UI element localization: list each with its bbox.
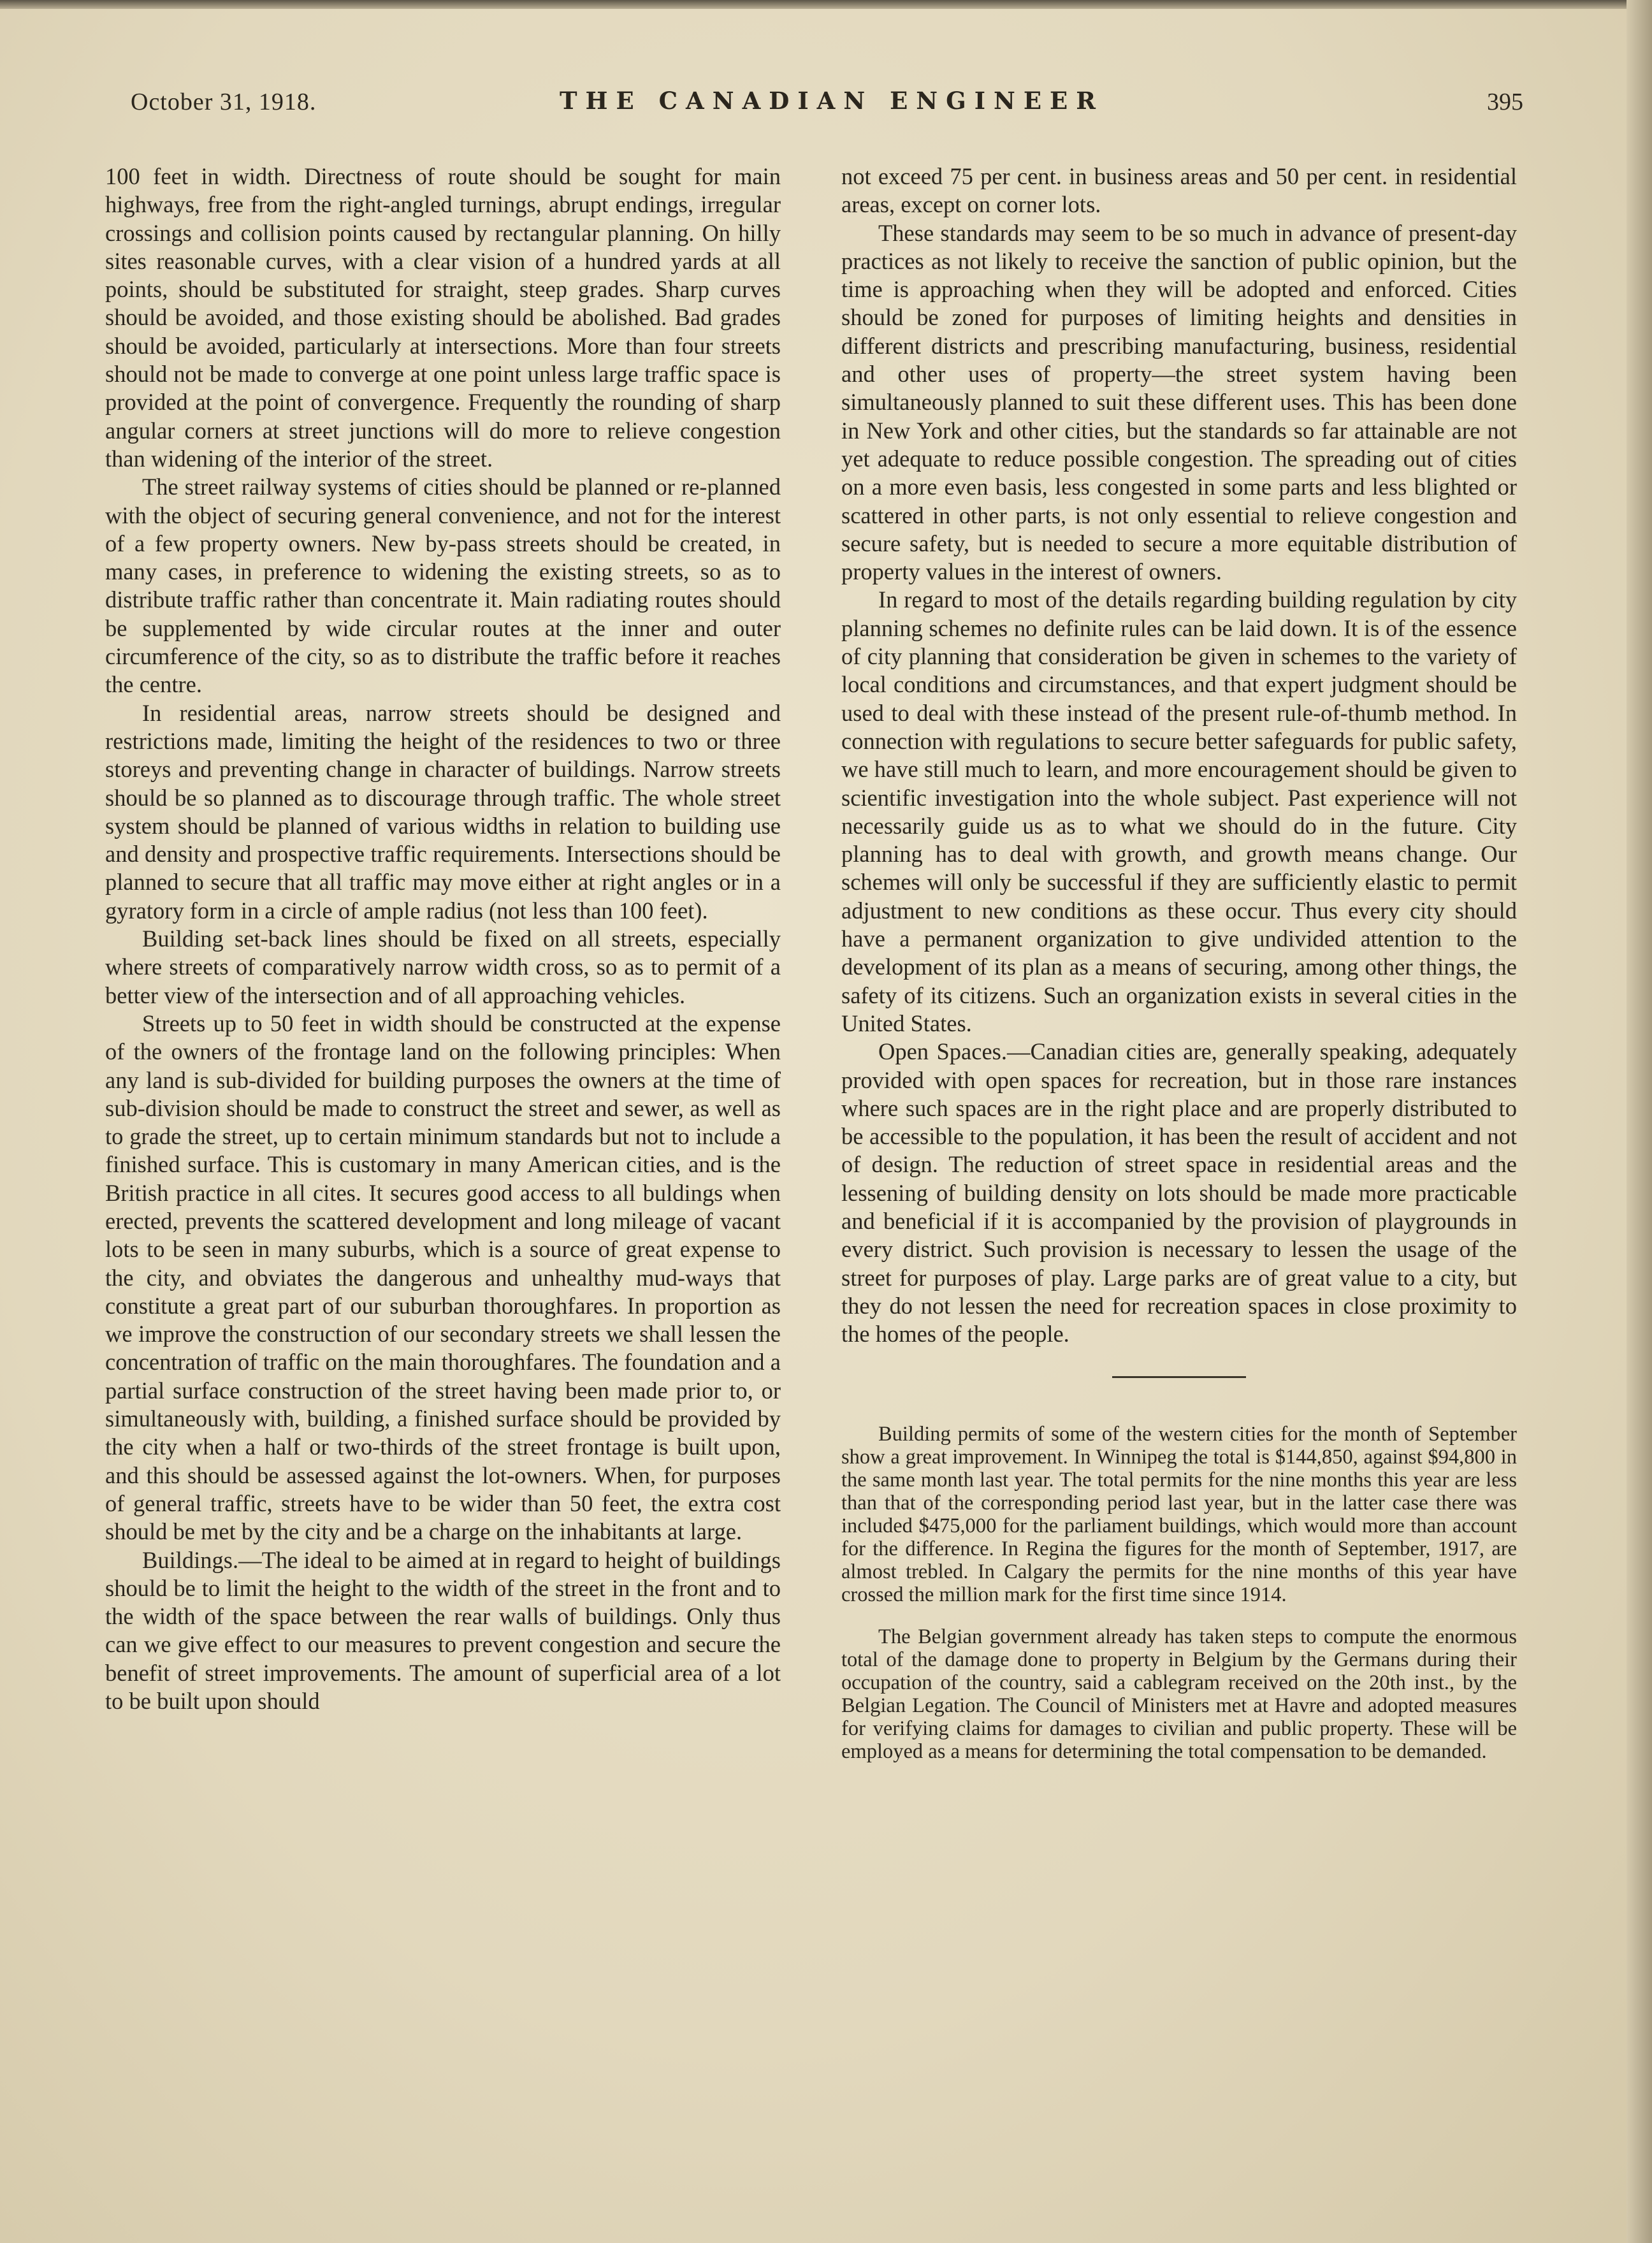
paragraph-street-railway: The street railway systems of cities should be planned or re-planned with the object of securing general convenience, and not for the interest of a few property owners. New by-pass streets should be created, in many cases, in preference to widening the existing streets, so as to distribute traffic rather than concentrate it. Main radiating routes should be supplemented by wide circular routes at the inner and outer circumference of the city, so as to distribute the traffic before it reaches the centre.	[105, 474, 781, 698]
right-column	[841, 163, 1517, 1763]
paragraph-routes: 100 feet in width. Directness of route should be sought for main highways, free from the right-angled turnings, abrupt endings, irregular crossings and collision points caused by rectangular planning. On hilly sites reasonable curves, with a clear vision of a hundred yards at all points, should be substituted for straight, steep grades. Sharp curves should be avoided, and those existing should be abolished. Bad grades should be avoided, particularly at intersections. More than four streets should not be made to converge at one point unless large traffic space is provided at the point of convergence. Frequently the rounding of sharp angular corners at street junctions will do more to relieve congestion than widening of the interior of the street.	[105, 163, 781, 472]
journal-title: THE CANADIAN ENGINEER	[560, 87, 1104, 115]
issue-date: October 31, 1918.	[131, 89, 317, 115]
paragraph-lot-coverage: not exceed 75 per cent. in business areas and 50 per cent. in residential areas, except on corner lots.	[841, 163, 1517, 218]
paragraph-street-construction: Streets up to 50 feet in width should be constructed at the expense of the owners of the frontage land on the following principles: When any land is sub-divided for building purposes the owners at the time of sub-division should be made to construct the street and sewer, as well as to grade the street, up to certain minimum standards but not to include a finished surface. This is customary in many American cities, and is the British practice in all cites. It secures good access to all buldings when erected, prevents the scattered development and long mileage of vacant lots to be seen in many suburbs, which is a source of great expense to the city, and obviates the dangerous and unhealthy mud-ways that constitute a great part of our suburban thoroughfares. In proportion as we improve the construction of our secondary streets we shall lessen the concentration of traffic on the main thoroughfares. The foundation and a partial surface construction of the street having been made prior to, or simultaneously with, building, a finished surface should be provided by the city when a half or two-thirds of the street frontage is built upon, and this should be assessed against the lot-owners. When, for purposes of general traffic, streets have to be wider than 50 feet, the extra cost should be met by the city and be a charge on the inhabitants at large.	[105, 1010, 781, 1545]
paragraph-buildings: Buildings.—The ideal to be aimed at in regard to height of buildings should be to limit the height to the width of the street in the front and to the width of the space between the rear walls of buildings. Only thus can we give effect to our measures to prevent congestion and secure the benefit of street improvements. The amount of superficial area of a lot to be built upon should	[105, 1546, 781, 1715]
paragraph-set-back-lines: Building set-back lines should be fixed on all streets, especially where streets of comparatively narrow width cross, so as to permit of a better view of the intersection and of all approaching vehicles.	[105, 926, 781, 1008]
page-number: 395	[1487, 89, 1523, 115]
news-item-building-permits: Building permits of some of the western cities for the month of September show a great improvement. In Winnipeg the total is $144,850, against $94,800 in the same month last year. The total permits for the nine months this year are less than that of the corresponding period last year, but in the latter case there was included $475,000 for the parliament buildings, which would more than account for the difference. In Regina the figures for the month of September, 1917, are almost trebled. In Calgary the permits for the nine months of this year have crossed the million mark for the first time since 1914.	[841, 1423, 1517, 1607]
left-column	[105, 163, 781, 1715]
paragraph-open-spaces: Open Spaces.—Canadian cities are, generally speaking, adequately provided with open spaces for recreation, but in those rare instances where such spaces are in the right place and are properly distributed to be accessible to the population, it has been the result of accident and not of design. The reduction of street space in residential areas and the lessening of building density on lots should be made more practicable and beneficial if it is accompanied by the provision of playgrounds in every district. Such provision is necessary to lessen the usage of the street for purposes of play. Large parks are of great value to a city, but they do not lessen the need for recreation spaces in close proximity to the homes of the people.	[841, 1038, 1517, 1347]
news-item-belgian-damage: The Belgian government already has taken steps to compute the enormous total of the damage done to property in Belgium by the Germans during their occupation of the country, said a cablegram received on the 20th inst., by the Belgian Legation. The Council of Ministers met at Havre and adopted measures for verifying claims for damages to civilian and public property. These will be employed as a means for determining the total compensation to be demanded.	[841, 1625, 1517, 1764]
page-right-edge	[1627, 0, 1652, 2243]
paragraph-building-regulation: In regard to most of the details regarding building regulation by city planning schemes no definite rules can be laid down. It is of the essence of city planning that consideration be given in schemes to the variety of local conditions and circumstances, and that expert judgment should be used to deal with these instead of the present rule-of-thumb method. In connection with regulations to secure better safeguards for public safety, we have still much to learn, and more encouragement should be given to scientific investigation into the whole subject. Past experience will not necessarily guide us as to what we should do in the future. City planning has to deal with growth, and growth means change. Our schemes will only be successful if they are sufficiently elastic to permit adjustment to new conditions as these occur. Thus every city should have a permanent organization to give undivided attention to the development of its plan as a means of securing, among other things, the safety of its citizens. Such an organization exists in several cities in the United States.	[841, 586, 1517, 1036]
paragraph-residential-streets: In residential areas, narrow streets should be designed and restrictions made, limiting the height of the residences to two or three storeys and preventing change in character of buildings. Narrow streets should be so planned as to discourage through traffic. The whole street system should be planned of various widths in relation to building use and density and prospective traffic requirements. Intersections should be planned to secure that all traffic may move either at right angles or in a gyratory form in a circle of ample radius (not less than 100 feet).	[105, 699, 781, 924]
page-top-edge	[0, 0, 1652, 9]
section-divider	[1112, 1376, 1246, 1378]
page-header	[131, 84, 1533, 129]
paragraph-standards-zoning: These standards may seem to be so much in advance of present-day practices as not likely to receive the sanction of public opinion, but the time is approaching when they will be adopted and enforced. Cities should be zoned for purposes of limiting heights and densities in different districts and prescribing manufacturing, business, residential and other uses of property—the street system having been simultaneously planned to suit these different uses. This has been done in New York and other cities, but the standards so far attainable are not yet adequate to reduce possible congestion. The spreading out of cities on a more even basis, less congested in some parts and less blighted or scattered in other parts, is not only essential to relieve congestion and secure safety, but is needed to secure a more equitable distribution of property values in the interest of owners.	[841, 219, 1517, 585]
